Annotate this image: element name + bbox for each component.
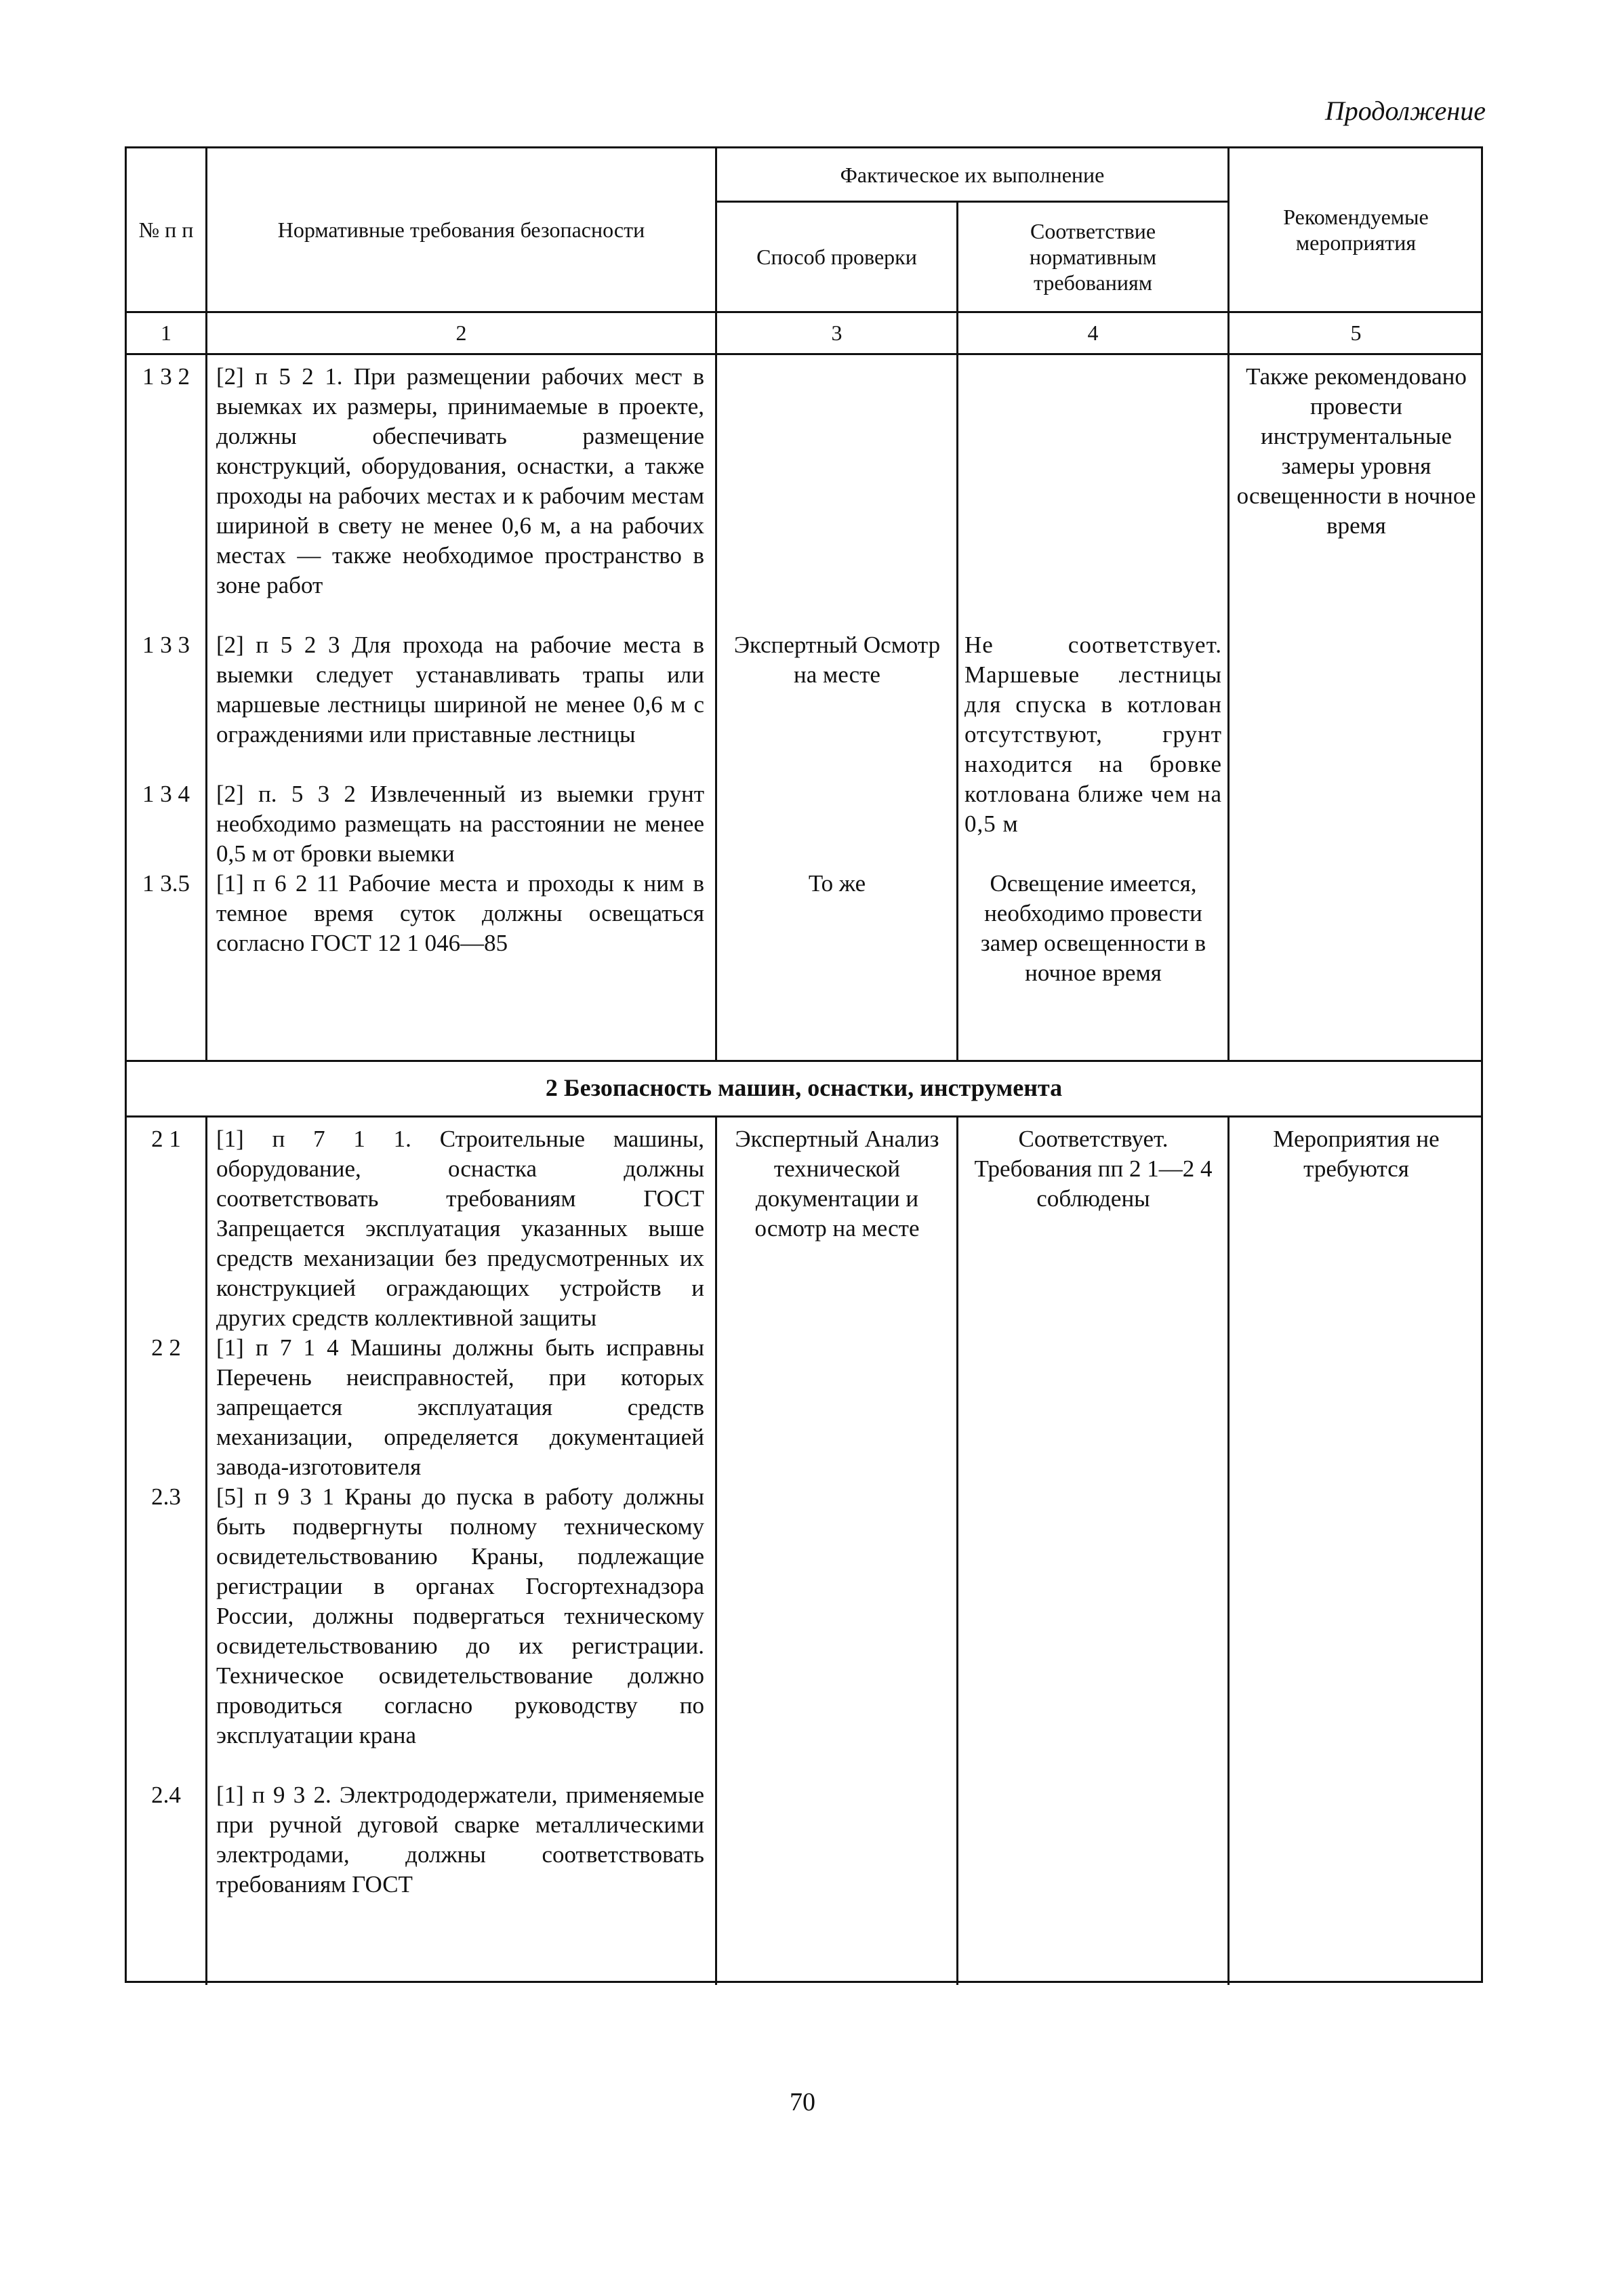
requirement-text: [2] п 5 2 3 Для прохода на рабочие места в выемки следует устанавливать трапы или маршевые лестницы шириной не менее 0,6 м с ограждениями или приставные лестницы: [216, 632, 704, 747]
section-title: 2 Безопасность машин, оснастки, инструмента: [545, 1074, 1063, 1101]
check-method: Экспертный Анализ технической документации и осмотр на месте: [735, 1126, 939, 1242]
header-method: Способ проверки: [756, 245, 917, 269]
divider: [127, 353, 1482, 355]
continuation-label: Продолжение: [1324, 96, 1486, 126]
recommended-measures: Также рекомендовано провести инструментальные замеры уровня освещенности в ночное время: [1236, 363, 1476, 539]
compliance-status: Освещение имеется, необходимо провести замер освещенности в ночное время: [980, 870, 1206, 986]
requirement-text: [5] п 9 3 1 Краны до пуска в работу должны быть подвергнуты полному техническому освидетельствованию Краны, подлежащие регистрации в органах Госгортехнадзора России, должны подвергаться техническому освидетельствованию до их регистрации. Техническое освидетельствование должно проводиться согласно руководству по эксплуатации крана: [216, 1483, 704, 1748]
header-requirements: Нормативные требования безопасности: [277, 218, 645, 242]
page-number: 70: [790, 2088, 815, 2116]
recommended-measures: Мероприятия не требуются: [1273, 1126, 1440, 1182]
divider: [127, 1115, 1482, 1118]
divider: [956, 1115, 958, 1985]
requirement-text: [1] п 7 1 4 Машины должны быть исправны Перечень неисправностей, при которых запрещается эксплуатация средств механизации, определяется документацией завода-изготовителя: [216, 1334, 704, 1480]
check-method: Экспертный Осмотр на месте: [733, 632, 941, 688]
header-recommended: Рекомендуемые мероприятия: [1283, 205, 1429, 255]
header-num: № п п: [138, 218, 194, 242]
row-number: 1 3 4: [142, 781, 190, 807]
divider: [1227, 1115, 1230, 1985]
column-number: 4: [1087, 321, 1099, 345]
requirement-text: [2] п 5 2 1. При размещении рабочих мест в выемках их размеры, принимаемые в проекте, должны обеспечивать размещение конструкций, оборудования, оснастки, а также проходы на рабочих местах и к рабочим местам шириной в свету не менее 0,6 м, а на рабочих местах — также необходимое пространство в зоне работ: [216, 363, 704, 598]
check-method: То же: [808, 870, 866, 897]
requirement-text: [1] п 7 1 1. Строительные машины, оборудование, оснастка должны соответствовать требованиям ГОСТ Запрещается эксплуатация указанных выше средств механизации без предусмотренных их конструкцией ограждающих устройств и других средств коллективной защиты: [216, 1126, 704, 1331]
column-number: 5: [1350, 321, 1362, 345]
requirement-text: [1] п 9 3 2. Электрододержатели, применяемые при ручной дуговой сварке металлическими электродами, должны соответствовать требованиям ГОСТ: [216, 1782, 704, 1898]
row-number: 1 3.5: [142, 870, 190, 897]
compliance-status: Соответствует. Требования пп 2 1—2 4 соблюдены: [974, 1126, 1213, 1212]
requirements-table: [125, 146, 1483, 1983]
divider: [127, 311, 1482, 313]
requirement-text: [2] п. 5 3 2 Извлеченный из выемки грунт необходимо размещать на расстоянии не менее 0,5 м от бровки выемки: [216, 781, 704, 867]
compliance-status: Не соответствует. Маршевые лестницы для спуска в котлован отсутствуют, грунт находится на бровке котлована ближе чем на 0,5 м: [964, 632, 1222, 837]
row-number: 1 3 2: [142, 363, 190, 390]
row-number: 2 2: [151, 1334, 181, 1361]
row-number: 2 1: [151, 1126, 181, 1152]
divider: [715, 1115, 717, 1985]
column-number: 3: [831, 321, 842, 345]
row-number: 1 3 3: [142, 632, 190, 658]
row-number: 2.4: [151, 1782, 181, 1808]
header-compliance: Соответствие нормативным требованиям: [1029, 219, 1157, 295]
column-number: 2: [455, 321, 467, 345]
row-number: 2.3: [151, 1483, 181, 1510]
header-actual-group: Фактическое их выполнение: [840, 162, 1105, 187]
requirement-text: [1] п 6 2 11 Рабочие места и проходы к ним в темное время суток должны освещаться согласно ГОСТ 12 1 046—85: [216, 870, 704, 956]
column-number: 1: [161, 321, 171, 345]
